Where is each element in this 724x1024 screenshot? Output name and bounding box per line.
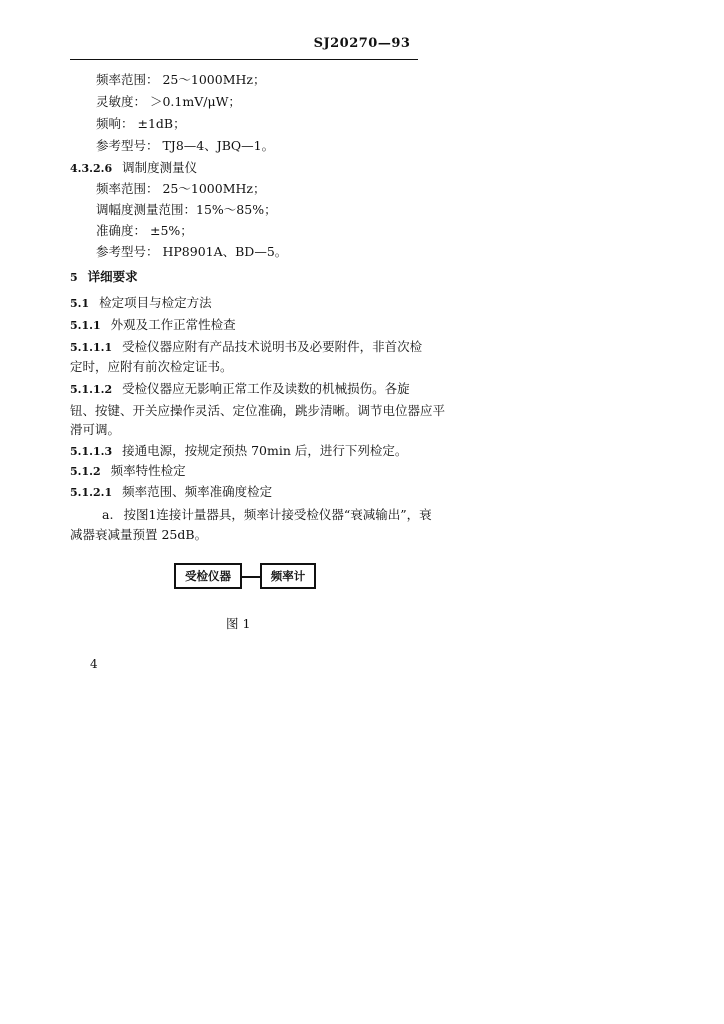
spec-reference-model: 参考型号： TJ8—4、JBQ—1。: [96, 138, 275, 153]
section-title: 检定项目与检定方法: [99, 295, 212, 310]
document-header: SJ20270—93: [313, 36, 411, 51]
figure-caption: 图 1: [226, 616, 251, 631]
section-number: 5.1.1.2: [70, 383, 113, 396]
section-title: 调制度测量仪: [122, 160, 198, 175]
page-number: 4: [90, 657, 98, 671]
spec-frequency-range: 频率范围： 25～1000MHz；: [96, 72, 266, 87]
section-title: 外观及工作正常性检查: [110, 317, 236, 332]
spec-frequency-response: 频响： ±1dB；: [96, 116, 186, 131]
section-number: 5.1.1: [70, 319, 101, 332]
section-5111-line-2: 定时，应附有前次检定证书。: [70, 359, 233, 374]
section-title: 频率范围、频率准确度检定: [122, 484, 273, 499]
item-label: a.: [102, 507, 114, 522]
section-title: 频率特性检定: [110, 463, 186, 478]
paragraph-text: 受检仪器应无影响正常工作及读数的机械损伤。各旋: [122, 381, 410, 396]
section-number: 4.3.2.6: [70, 162, 113, 175]
section-511-heading: [70, 317, 236, 334]
spec-am-range: 调幅度测量范围：15%～85%；: [96, 202, 277, 217]
item-a-line-2: 减器衰减量预置 25dB。: [70, 527, 208, 542]
section-number: 5.1.2.1: [70, 486, 113, 499]
section-512-heading: [70, 463, 186, 480]
section-5-heading: [70, 269, 138, 286]
section-4326-heading: [70, 160, 197, 177]
device-under-test-box: 受检仪器: [174, 563, 242, 589]
section-51-heading: [70, 295, 212, 312]
section-5113-line: [70, 443, 407, 460]
section-5112-line-2: 钮、按键、开关应操作灵活、定位准确，跳步清晰。调节电位器应平: [70, 403, 446, 418]
paragraph-text: 按图1连接计量器具，频率计接受检仪器“衰减输出”，衰: [123, 507, 432, 522]
section-5112-line-1: [70, 381, 410, 398]
section-number: 5.1.1.3: [70, 445, 113, 458]
frequency-counter-box: 频率计: [260, 563, 316, 589]
spec-sensitivity: 灵敏度： ＞0.1mV/μW；: [96, 94, 241, 109]
connector-line: [240, 576, 260, 578]
section-5112-line-3: 滑可调。: [70, 422, 121, 437]
spec-frequency-range-2: 频率范围： 25～1000MHz；: [96, 181, 266, 196]
section-number: 5.1: [70, 297, 90, 310]
spec-reference-model-2: 参考型号： HP8901A、BD—5。: [96, 244, 288, 259]
section-number: 5.1.1.1: [70, 341, 113, 354]
section-5121-heading: [70, 484, 272, 501]
paragraph-text: 接通电源，按规定预热 70min 后，进行下列检定。: [122, 443, 408, 458]
section-5111-line-1: [70, 339, 422, 356]
item-a-line-1: [102, 507, 432, 523]
spec-accuracy: 准确度： ±5%；: [96, 223, 193, 238]
section-number: 5: [70, 271, 78, 284]
section-number: 5.1.2: [70, 465, 101, 478]
section-title: 详细要求: [87, 269, 138, 284]
header-rule: [70, 59, 418, 60]
paragraph-text: 受检仪器应附有产品技术说明书及必要附件，非首次检: [122, 339, 423, 354]
